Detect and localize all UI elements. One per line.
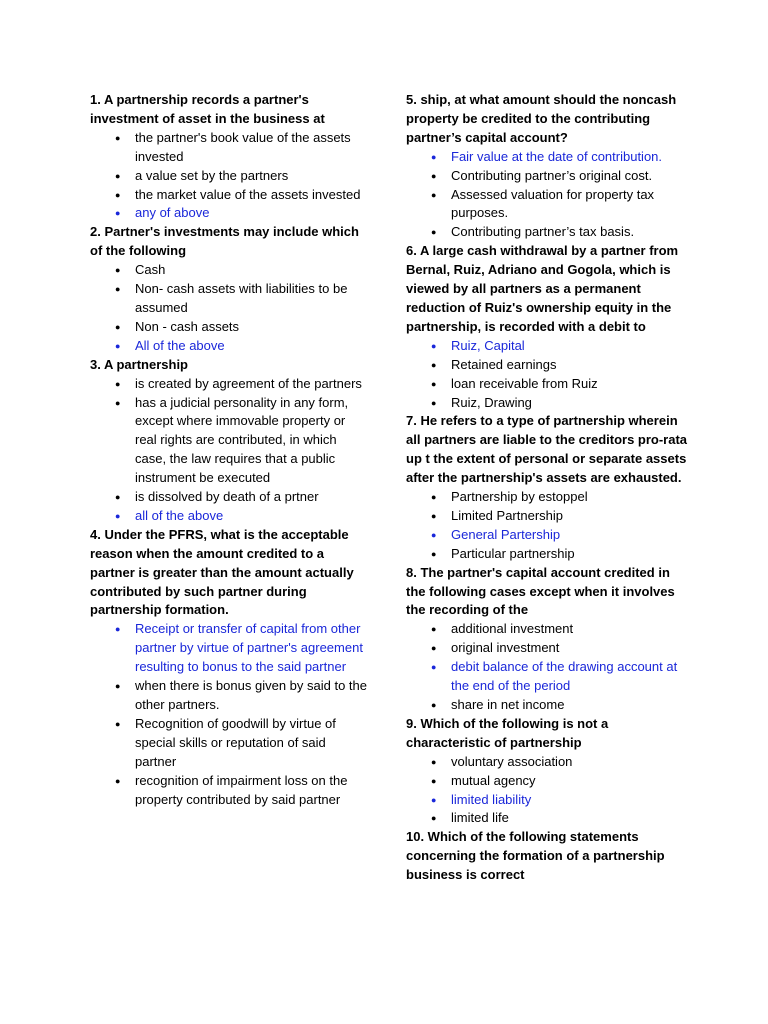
option-item: ● limited life (406, 809, 688, 828)
question-text: 1. A partnership records a partner's investment of asset in the business at (90, 92, 325, 126)
option-item: ● Non - cash assets (90, 318, 370, 337)
answer-option: ● all of the above (90, 507, 370, 526)
right-column (406, 91, 688, 885)
option-item: ● the market value of the assets invested (90, 186, 370, 205)
answer-option: ● General Partership (406, 526, 688, 545)
option-item: ● is created by agreement of the partners (90, 375, 370, 394)
option-item: ● Non- cash assets with liabilities to be assumed (90, 280, 370, 318)
option-item: ● Contributing partner’s original cost. (406, 167, 688, 186)
answer-option: ● Ruiz, Capital (406, 337, 688, 356)
option-item: ● Ruiz, Drawing (406, 394, 688, 413)
option-item: ● Cash (90, 261, 370, 280)
answer-option: ● limited liability (406, 791, 688, 810)
option-item: ● voluntary association (406, 753, 688, 772)
option-list (90, 620, 370, 809)
answer-option: ● Receipt or transfer of capital from other partner by virtue of partner's agreement resulting to bonus to the said partner (90, 620, 370, 677)
question-text: 9. Which of the following is not a characteristic of partnership (406, 715, 609, 750)
option-item: ● has a judicial personality in any form, except where immovable property or real rights are contributed, in which case, the law requires that a public instrument be executed (90, 394, 370, 489)
option-list (406, 753, 688, 829)
option-list (406, 620, 688, 715)
option-item: ● share in net income (406, 696, 688, 715)
option-item: ● Partnership by estoppel (406, 488, 688, 507)
option-item: ● loan receivable from Ruiz (406, 375, 688, 394)
option-item: ● mutual agency (406, 772, 688, 791)
option-item: ● original investment (406, 639, 688, 658)
option-list (406, 337, 688, 413)
option-item: ● when there is bonus given by said to the other partners. (90, 677, 370, 715)
question-text: 8. The partner's capital account credited in the following cases except when it involves the recording of the (406, 564, 675, 618)
option-item: ● Assessed valuation for property tax purposes. (406, 186, 688, 224)
option-item: ● Particular partnership (406, 545, 688, 564)
option-item: ● is dissolved by death of a prtner (90, 488, 370, 507)
option-item: ● Contributing partner’s tax basis. (406, 223, 688, 242)
option-item: ● recognition of impairment loss on the property contributed by said partner (90, 772, 370, 810)
left-column (90, 91, 370, 809)
option-list (406, 148, 688, 243)
question-text: 10. Which of the following statements concerning the formation of a partnership business is correct (406, 829, 665, 883)
option-item: ● additional investment (406, 620, 688, 639)
question-text: 7. He refers to a type of partnership wherein all partners are liable to the creditors pro-rata up t the extent of personal or separate assets after the partnership's assets are exhausted. (406, 413, 688, 486)
option-item: ● Recognition of goodwill by virtue of special skills or reputation of said partner (90, 715, 370, 772)
option-list (90, 129, 370, 224)
answer-option: ● debit balance of the drawing account at the end of the period (406, 658, 688, 696)
question-text: 2. Partner's investments may include which of the following (90, 224, 359, 259)
question-text: 5. ship, at what amount should the noncash property be credited to the contributing partner’s capital account? (406, 92, 677, 145)
option-list (90, 375, 370, 526)
question-text: 4. Under the PFRS, what is the acceptable reason when the amount credited to a partner is greater than the amount actually contributed by such partner during partnership formation. (90, 526, 354, 618)
answer-option: ● Fair value at the date of contribution. (406, 148, 688, 167)
option-item: ● Limited Partnership (406, 507, 688, 526)
option-item: ● Retained earnings (406, 356, 688, 375)
option-list (90, 261, 370, 356)
answer-option: ● any of above (90, 204, 370, 223)
answer-option: ● All of the above (90, 337, 370, 356)
option-item: ● the partner's book value of the assets invested (90, 129, 370, 167)
question-text: 3. A partnership (90, 356, 189, 372)
question-text: 6. A large cash withdrawal by a partner from Bernal, Ruiz, Adriano and Gogola, which is viewed by all partners as a permanent reduction of Ruiz's ownership equity in the partnership, is recorded with a debit to (406, 243, 679, 334)
option-list (406, 488, 688, 564)
option-item: ● a value set by the partners (90, 167, 370, 186)
